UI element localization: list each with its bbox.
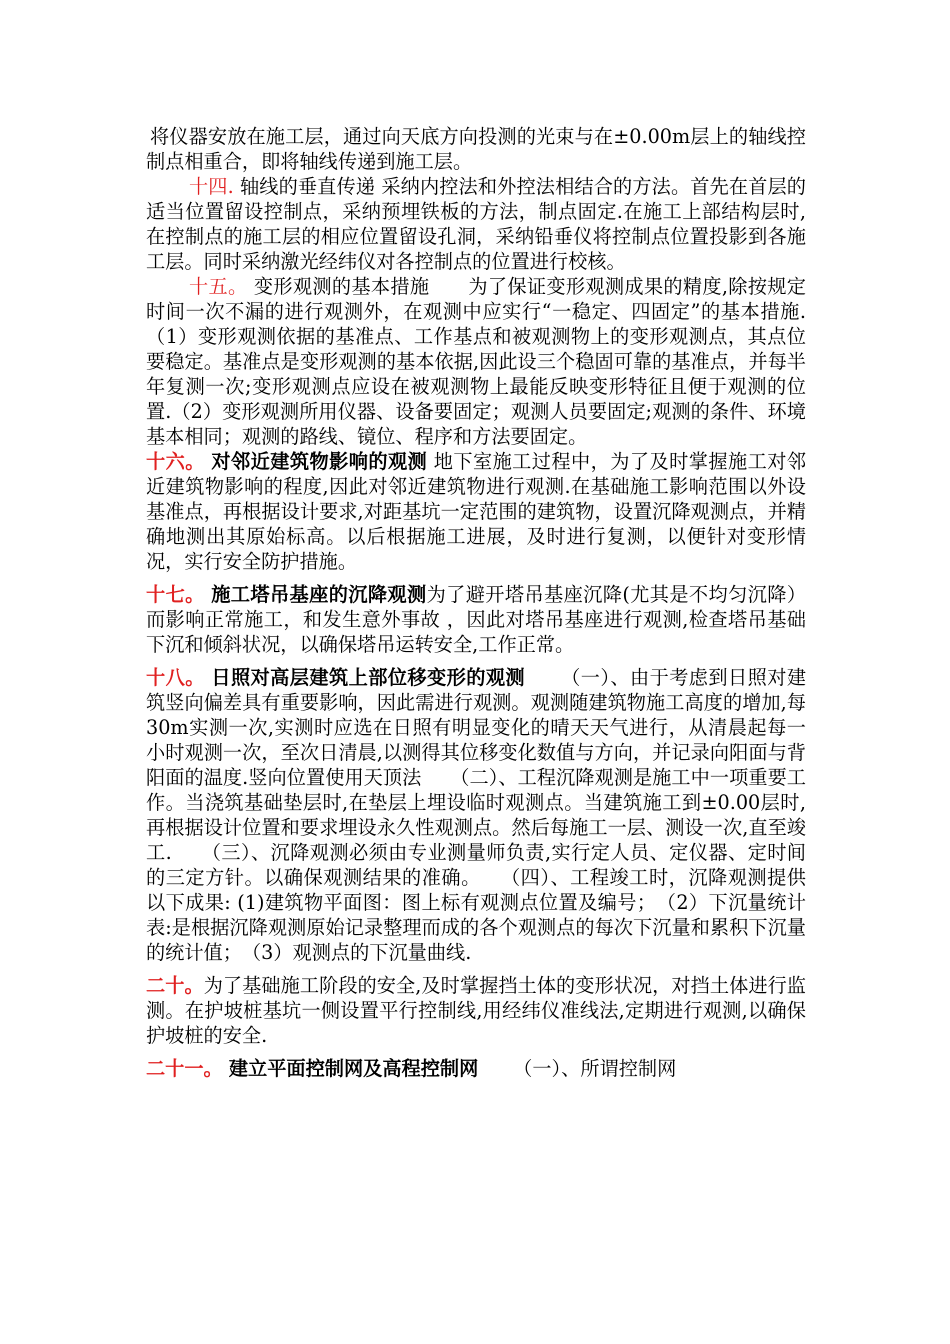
- paragraph-body: （一）、由于考虑到日照对建筑竖向偏差具有重要影响，因此需进行观测。观测随建筑物施工高度的增加,每30m实测一次,实测时应选在日照有明显变化的晴天天气进行，从清晨起每一小时观测一次，至次日清晨,以测得其位移变化数值与方向，并记录向阳面与背阳面的温度.竖向位置使用天顶法 （二）、工程沉降观测是施工中一项重要工作。当浇筑基础垫层时,在垫层上埋设临时观测点。当建筑施工到±0.00层时,再根据设计位置和要求埋设永久性观测点。然后每施工一层、测设一次,直至竣工. （三）、沉降观测必须由专业测量师负责,实行定人员、定仪器、定时间的三定方针。以确保观测结果的准确。 （四）、工程竣工时，沉降观测提供以下成果: (1)建筑物平面图：图上标有观测点位置及编号； （2）下沉量统计表:是根据沉降观测原始记录整理而成的各个观测点的每次下沉量和累积下沉量的统计值； （3）观测点的下沉量曲线.: [146, 666, 807, 964]
- paragraph-body: 将仪器安放在施工层，通过向天底方向投测的光束与在±0.00m层上的轴线控制点相重合，即将轴线传递到施工层。: [146, 125, 806, 173]
- section-heading: 建立平面控制网及高程控制网: [228, 1057, 479, 1080]
- paragraph-body: 轴线的垂直传递 采纳内控法和外控法相结合的方法。首先在首层的适当位置留设控制点，采纳预埋铁板的方法，制点固定.在施工上部结构层时,在控制点的施工层的相应位置留设孔洞，采纳铅垂仪将控制点位置投影到各施工层。同时采纳激光经纬仪对各控制点的位置进行校核。: [146, 175, 806, 273]
- section-number: 十五。: [189, 275, 248, 298]
- section-number: 十六。: [146, 450, 205, 473]
- paragraph-18: [146, 665, 806, 965]
- section-heading: 施工塔吊基座的沉降观测: [211, 583, 427, 606]
- paragraph-body: 为了避开塔吊基座沉降(尤其是不均匀沉降）而影响正常施工，和发生意外事故 ，因此对塔吊基座进行观测,检查塔吊基础下沉和倾斜状况，以确保塔吊运转安全,工作正常。: [146, 583, 807, 656]
- section-number: 十四.: [189, 175, 234, 198]
- section-number: 十八。: [146, 666, 205, 689]
- paragraph-20: [146, 973, 806, 1048]
- paragraph-body: （一）、所谓控制网: [484, 1057, 677, 1080]
- paragraph-17: [146, 582, 806, 657]
- section-number: 十七。: [146, 583, 205, 606]
- paragraph-body: 变形观测的基本措施 为了保证变形观测成果的精度,除按规定时间一次不漏的进行观测外，在观测中应实行“一稳定、四固定”的基本措施. （1）变形观测依据的基准点、工作基点和被观测物上的变形观测点，其点位要稳定。基准点是变形观测的基本依据,因此设三个稳固可靠的基准点，并每半年复测一次;变形观测点应设在被观测物上最能反映变形特征且便于观测的位置.（2）变形观测所用仪器、设备要固定；观测人员要固定;观测的条件、环境基本相同；观测的路线、镜位、程序和方法要固定。: [146, 275, 845, 448]
- paragraph-body: 地下室施工过程中，为了及时掌握施工对邻近建筑物影响的程度,因此对邻近建筑物进行观测.在基础施工影响范围以外设基准点，再根据设计要求,对距基坑一定范围的建筑物，设置沉降观测点，并精确地测出其原始标高。以后根据施工进展，及时进行复测，以便针对变形情况，实行安全防护措施。: [146, 450, 807, 573]
- paragraph-15: [146, 274, 845, 449]
- section-heading: 日照对高层建筑上部位移变形的观测: [211, 666, 526, 689]
- section-number: 二十一。: [146, 1057, 223, 1080]
- document-page: [146, 124, 845, 1081]
- paragraph-16: [146, 449, 806, 574]
- paragraph-body: 为了基础施工阶段的安全,及时掌握挡土体的变形状况，对挡土体进行监测。在护坡桩基坑一侧设置平行控制线,用经纬仪准线法,定期进行观测,以确保护坡桩的安全.: [146, 974, 806, 1047]
- paragraph-14: [146, 174, 806, 274]
- section-heading: 对邻近建筑物影响的观测: [211, 450, 428, 473]
- paragraph-axis-transfer-tail: [146, 124, 806, 174]
- section-number: 二十。: [146, 974, 204, 997]
- paragraph-21: [146, 1056, 806, 1081]
